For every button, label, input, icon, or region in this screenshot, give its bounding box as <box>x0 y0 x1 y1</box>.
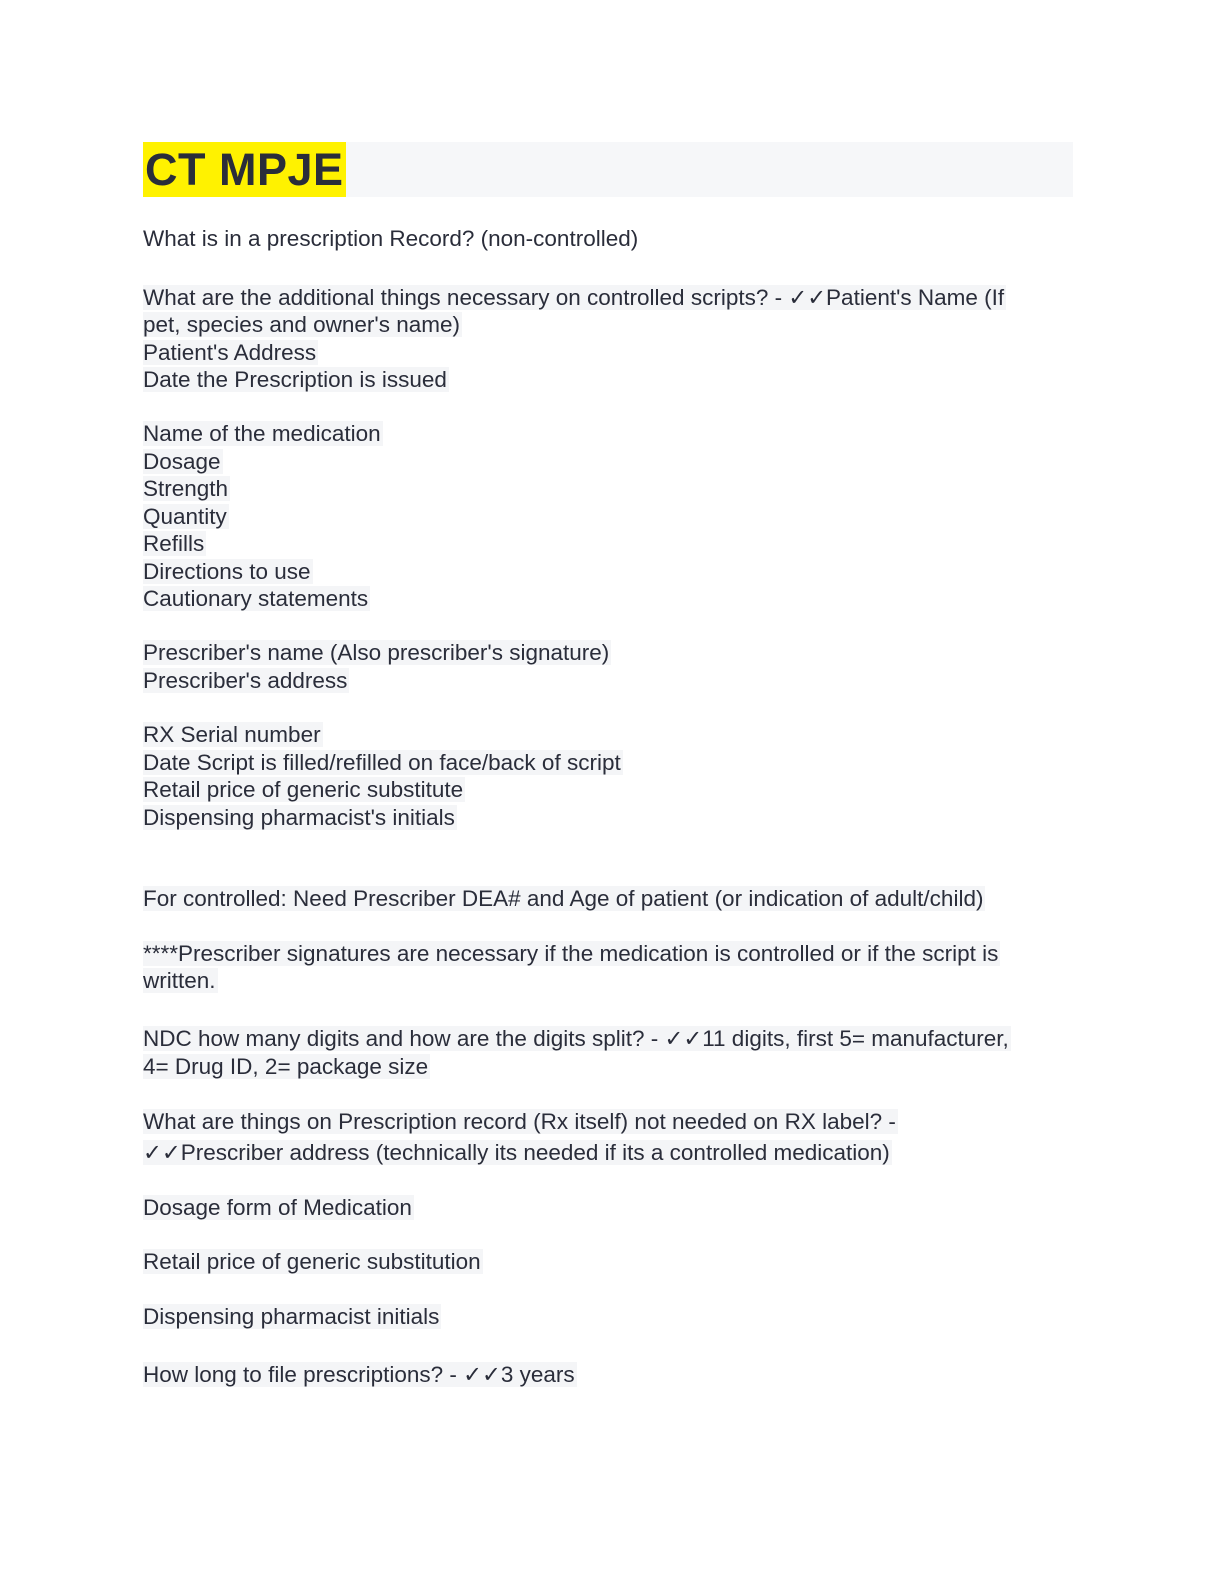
question-line <box>143 225 638 252</box>
title-bar <box>143 142 1073 197</box>
answer-line <box>143 967 218 994</box>
answer-line <box>143 1194 414 1221</box>
answer-text: Directions to use <box>143 559 311 584</box>
answer-text: Prescriber's address <box>143 668 348 693</box>
answer-text: For controlled: Need Prescriber DEA# and Age of patient (or indication of adult/child) <box>143 886 984 911</box>
answer-line <box>143 585 370 612</box>
answer-line <box>143 448 223 475</box>
answer-line <box>143 1139 892 1166</box>
answer-line <box>143 311 462 338</box>
document-title: CT MPJE <box>145 144 344 195</box>
answer-text: RX Serial number <box>143 722 321 747</box>
answer-line <box>143 503 229 530</box>
answer-text: Dosage <box>143 449 221 474</box>
question-text: NDC how many digits and how are the digits split? - ✓✓11 digits, first 5= manufacturer, <box>143 1026 1009 1051</box>
answer-line <box>143 639 611 666</box>
answer-text: ✓✓Prescriber address (technically its needed if its a controlled medication) <box>143 1140 890 1165</box>
answer-line <box>143 804 457 831</box>
answer-line <box>143 420 383 447</box>
answer-text: Dispensing pharmacist's initials <box>143 805 455 830</box>
answer-text: Retail price of generic substitution <box>143 1249 481 1274</box>
question-line <box>143 1025 1011 1052</box>
answer-text: Retail price of generic substitute <box>143 777 464 802</box>
answer-line <box>143 667 349 694</box>
answer-line <box>143 721 323 748</box>
answer-line <box>143 776 465 803</box>
answer-text: Dosage form of Medication <box>143 1195 412 1220</box>
answer-line <box>143 940 1000 967</box>
answer-text: Prescriber's name (Also prescriber's signature) <box>143 640 610 665</box>
answer-text: Name of the medication <box>143 421 381 446</box>
answer-line <box>143 475 230 502</box>
answer-text: 4= Drug ID, 2= package size <box>143 1054 429 1079</box>
answer-line <box>143 885 985 912</box>
answer-line <box>143 530 206 557</box>
answer-line <box>143 1053 430 1080</box>
answer-text: Cautionary statements <box>143 586 369 611</box>
answer-line <box>143 558 313 585</box>
answer-line <box>143 339 318 366</box>
question-line <box>143 1361 577 1388</box>
answer-line <box>143 749 623 776</box>
answer-text: Quantity <box>143 504 227 529</box>
answer-text: Patient's Address <box>143 340 317 365</box>
question-line <box>143 1108 898 1135</box>
question-text: How long to file prescriptions? - ✓✓3 years <box>143 1362 575 1387</box>
answer-text: pet, species and owner's name) <box>143 312 460 337</box>
answer-text: Date Script is filled/refilled on face/back of script <box>143 750 621 775</box>
question-text: What are the additional things necessary on controlled scripts? - ✓✓Patient's Name (If <box>143 285 1005 310</box>
answer-text: written. <box>143 968 216 993</box>
answer-line <box>143 1248 483 1275</box>
answer-line <box>143 366 449 393</box>
question-text: What are things on Prescription record (Rx itself) not needed on RX label? - <box>143 1109 896 1134</box>
answer-text: Dispensing pharmacist initials <box>143 1304 440 1329</box>
answer-text: Date the Prescription is issued <box>143 367 447 392</box>
answer-text: Strength <box>143 476 229 501</box>
question-line <box>143 284 1006 311</box>
answer-text: Refills <box>143 531 205 556</box>
answer-text: ****Prescriber signatures are necessary if the medication is controlled or if the script is <box>143 941 999 966</box>
answer-line <box>143 1303 441 1330</box>
question-text: What is in a prescription Record? (non-controlled) <box>143 226 639 251</box>
